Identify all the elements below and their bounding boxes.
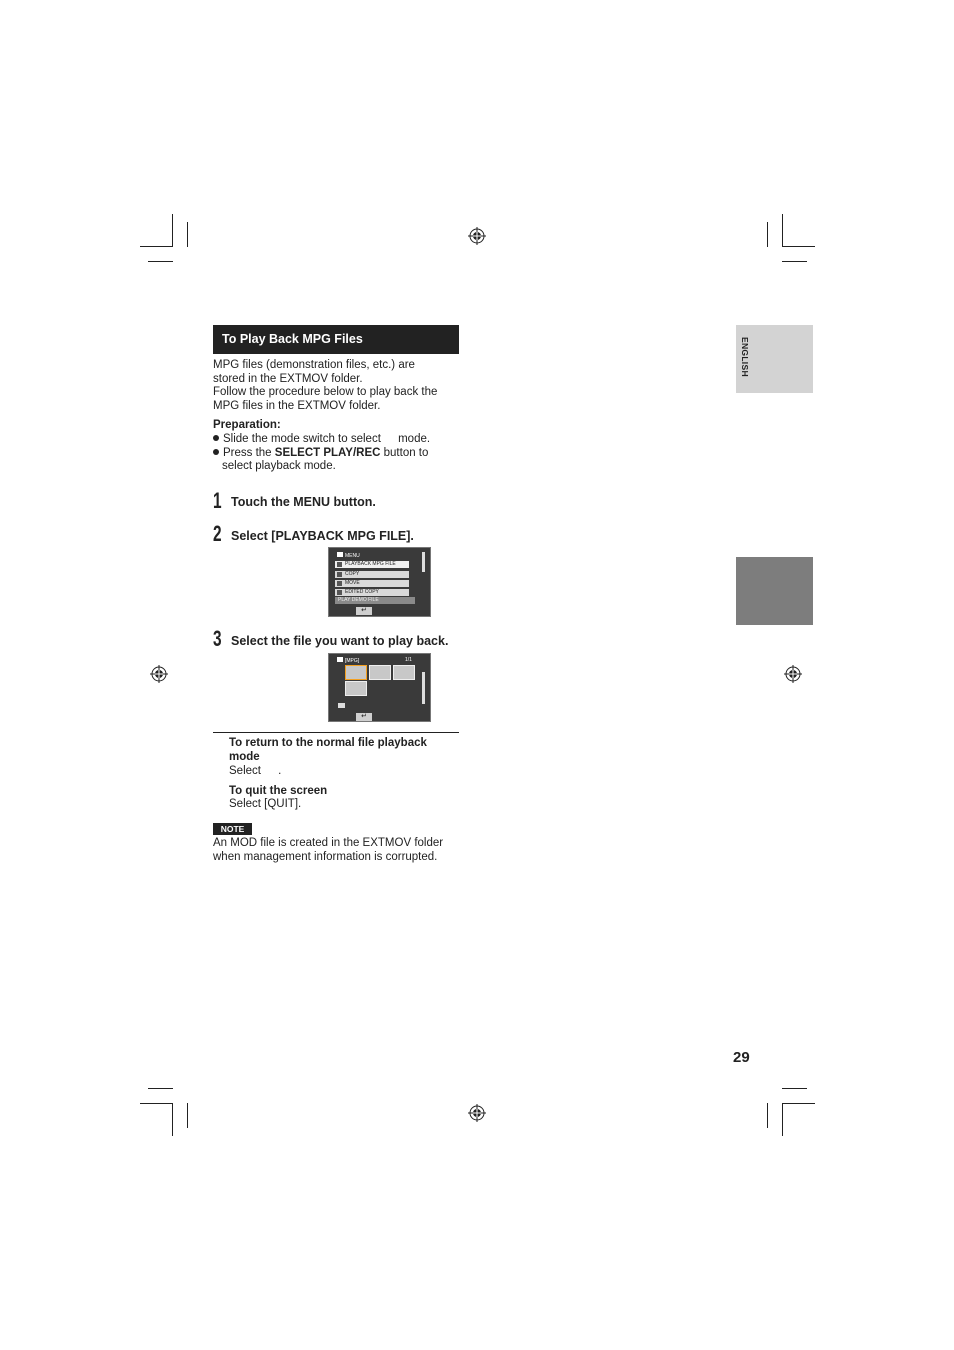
file-thumbnail[interactable] bbox=[345, 665, 367, 680]
intro-line: stored in the EXTMOV folder. bbox=[213, 372, 363, 385]
crop-mark bbox=[140, 1103, 173, 1104]
back-button[interactable]: ↵ bbox=[356, 607, 372, 615]
mode-icon[interactable] bbox=[338, 703, 345, 708]
tip-heading: mode bbox=[229, 751, 260, 763]
menu-item-label: COPY bbox=[345, 571, 360, 577]
note-text: An MOD file is created in the EXTMOV folder bbox=[213, 837, 444, 849]
menu-item-icon bbox=[337, 562, 342, 567]
step-text: Select [PLAYBACK MPG FILE]. bbox=[231, 529, 414, 543]
crop-mark bbox=[172, 1103, 173, 1136]
page-number: 29 bbox=[733, 1049, 750, 1066]
crop-mark bbox=[187, 1103, 188, 1128]
menu-item[interactable] bbox=[335, 580, 409, 587]
menu-footer: PLAY DEMO FILE bbox=[335, 597, 415, 604]
step-text: Select the file you want to play back. bbox=[231, 634, 449, 648]
crop-mark bbox=[148, 1088, 173, 1089]
step-text: Touch the MENU button. bbox=[231, 495, 376, 509]
preparation-bullet bbox=[213, 433, 430, 447]
crop-mark bbox=[140, 246, 173, 247]
bullet-text: Slide the mode switch to select bbox=[223, 433, 381, 445]
intro-paragraph bbox=[213, 359, 463, 413]
crop-mark bbox=[172, 214, 173, 247]
crop-mark bbox=[782, 1103, 783, 1136]
crop-mark bbox=[782, 214, 783, 247]
menu-title bbox=[337, 552, 360, 559]
menu-item-label: PLAYBACK MPG FILE bbox=[345, 561, 396, 567]
back-button[interactable]: ↵ bbox=[356, 713, 372, 721]
registration-mark-icon bbox=[468, 1104, 486, 1122]
crop-mark bbox=[782, 1088, 807, 1089]
menu-item-label: EDITED COPY bbox=[345, 589, 379, 595]
crop-mark bbox=[767, 1103, 768, 1128]
file-scrollbar[interactable] bbox=[422, 672, 425, 704]
tip-body-text: . bbox=[278, 765, 282, 777]
registration-mark-icon bbox=[784, 665, 802, 683]
language-tab bbox=[736, 325, 813, 393]
preparation-bullet bbox=[213, 447, 428, 461]
tip-heading: To quit the screen bbox=[229, 785, 328, 797]
tip-heading: To return to the normal file playback bbox=[229, 737, 427, 749]
crop-mark bbox=[148, 261, 173, 262]
intro-line: MPG files (demonstration files, etc.) are bbox=[213, 359, 415, 371]
step-number: 2 bbox=[213, 521, 222, 546]
file-thumbnail[interactable] bbox=[393, 665, 415, 680]
crop-mark bbox=[782, 246, 815, 247]
intro-line: MPG files in the EXTMOV folder. bbox=[213, 399, 381, 412]
menu-title-text: MENU bbox=[345, 553, 360, 559]
bullet-text: mode. bbox=[398, 433, 431, 445]
bullet-text: button to bbox=[383, 447, 429, 459]
bullet-text: Press the bbox=[223, 447, 272, 459]
note-text: when management information is corrupted. bbox=[213, 851, 438, 863]
chapter-tab bbox=[736, 557, 813, 625]
language-label: ENGLISH bbox=[740, 337, 750, 377]
file-thumbnail[interactable] bbox=[345, 681, 367, 696]
menu-item-label: MOVE bbox=[345, 580, 360, 586]
intro-line: Follow the procedure below to play back the bbox=[213, 386, 438, 398]
crop-mark bbox=[782, 261, 807, 262]
menu-item[interactable] bbox=[335, 571, 409, 578]
crop-mark bbox=[187, 222, 188, 247]
menu-item-icon bbox=[337, 581, 342, 586]
camera-icon bbox=[337, 552, 343, 557]
crop-mark bbox=[782, 1103, 815, 1104]
bullet-icon bbox=[213, 449, 219, 455]
section-title: To Play Back MPG Files bbox=[213, 325, 459, 354]
tip-body: Select [QUIT]. bbox=[229, 798, 302, 810]
menu-scrollbar[interactable] bbox=[422, 552, 425, 572]
tip-body bbox=[229, 765, 281, 779]
divider bbox=[213, 732, 459, 733]
step-number: 1 bbox=[213, 488, 222, 513]
menu-item-icon bbox=[337, 590, 342, 595]
menu-screenshot bbox=[328, 547, 431, 617]
preparation-label: Preparation: bbox=[213, 419, 281, 431]
crop-mark bbox=[767, 222, 768, 247]
camera-icon bbox=[337, 657, 343, 662]
step-number: 3 bbox=[213, 626, 222, 651]
bullet-icon bbox=[213, 435, 219, 441]
file-screen-header bbox=[337, 657, 359, 664]
file-screen-label: [MPG] bbox=[345, 658, 360, 664]
button-name: SELECT PLAY/REC bbox=[274, 447, 381, 459]
file-select-screenshot bbox=[328, 653, 431, 722]
registration-mark-icon bbox=[150, 665, 168, 683]
tip-body-text: Select bbox=[229, 765, 261, 777]
registration-mark-icon bbox=[468, 227, 486, 245]
menu-item[interactable] bbox=[335, 561, 409, 568]
bullet-text: select playback mode. bbox=[222, 460, 336, 472]
note-badge: NOTE bbox=[213, 823, 252, 835]
file-thumbnail[interactable] bbox=[369, 665, 391, 680]
page-counter: 1/1 bbox=[405, 657, 412, 663]
menu-item[interactable] bbox=[335, 589, 409, 596]
menu-item-icon bbox=[337, 572, 342, 577]
